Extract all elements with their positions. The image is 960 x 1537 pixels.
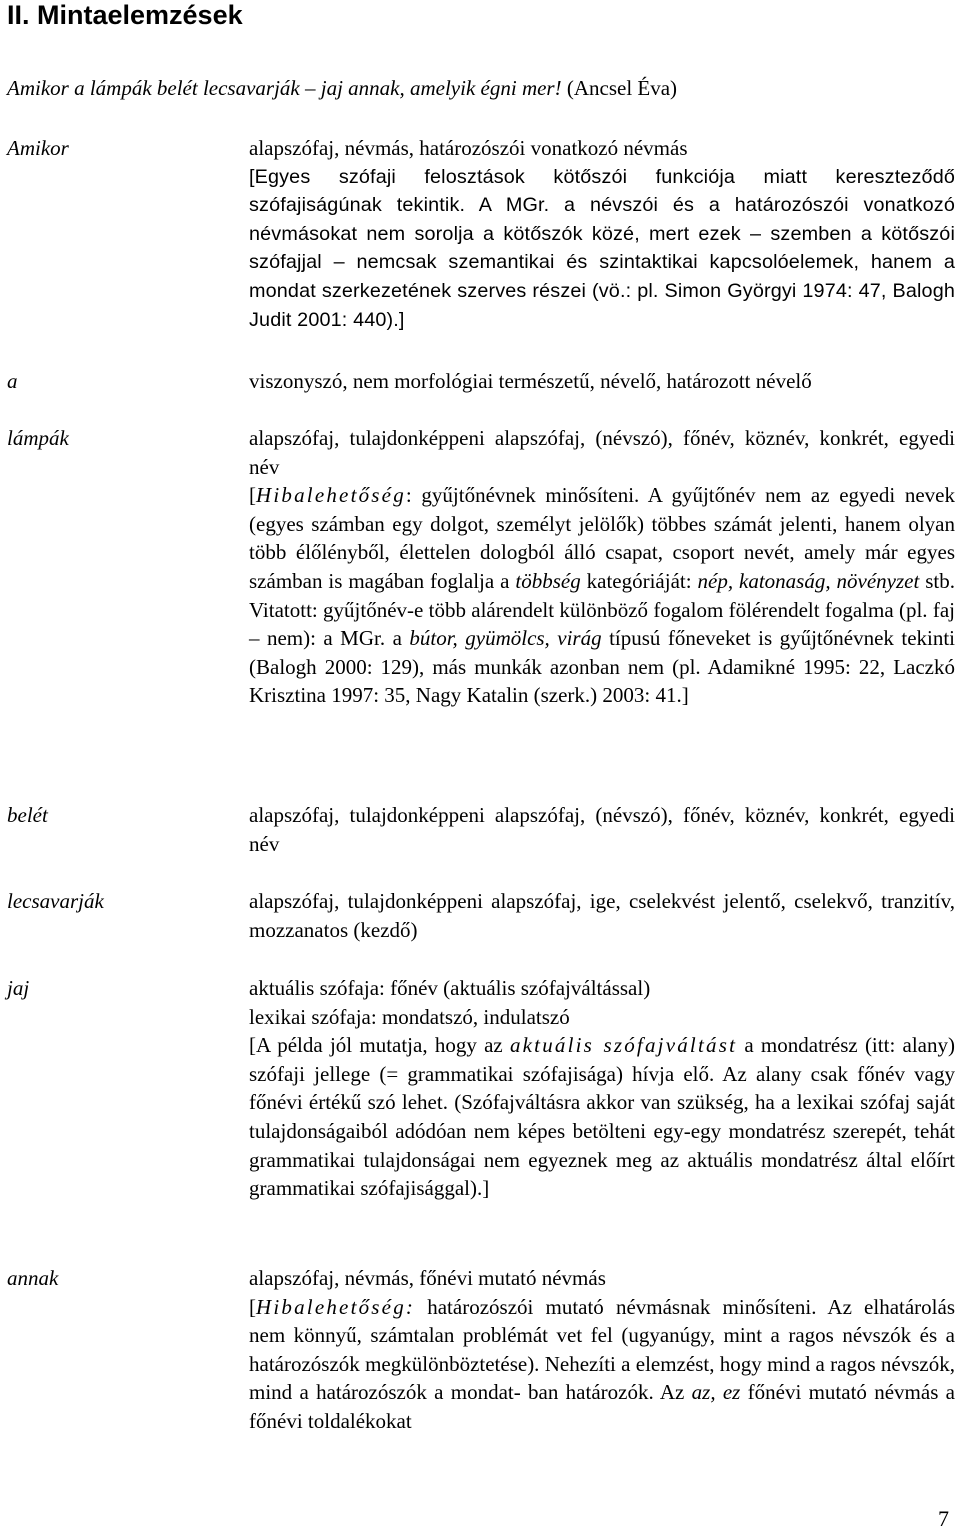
note-text: a mondatrész (itt: alany) szófaji jellege (= grammatikai szófajisága) hívja elő. Az alany csak főnév vagy főnévi értékű szó lehet. (Szófajváltásra akkor van szükség, ha a lexikai szófaj saját tulajdonságaiból adódóan nem képes betölteni egy-egy mondatrész szerepét, tehát grammatikai tulajdonságai nem egyeznek meg az aktuális mondatrész által előírt grammatikai szófajisággal).]	[249, 1033, 955, 1201]
entry-line: alapszófaj, tulajdonképpeni alapszófaj, (névszó), főnév, köznév, konkrét, egyedi név	[249, 426, 955, 479]
entry-note	[249, 481, 955, 710]
entry-body-jaj	[249, 974, 955, 1203]
entry-body-belet	[249, 801, 955, 858]
note-text: főnévi mutató névmás a főnévi toldalékokat	[249, 1380, 955, 1433]
bracket: [	[249, 1294, 256, 1319]
entry-word-lampak: lámpák	[7, 426, 69, 450]
motto-source: (Ancsel Éva)	[561, 76, 678, 100]
note-text: [A példa jól mutatja, hogy az	[249, 1033, 510, 1058]
entry-note	[249, 1031, 955, 1203]
entry-line: aktuális szófaja: főnév (aktuális szófajváltással)	[249, 976, 651, 1000]
term-aktualis-szofajvaltas: aktuális szófajváltást	[509, 1033, 738, 1058]
entry-word-annak: annak	[7, 1266, 59, 1290]
entry-word-a: a	[7, 369, 18, 393]
page-number: 7	[938, 1506, 949, 1531]
entry-word-belet: belét	[7, 803, 48, 827]
note-text: stb. Vitatott: gyűjtőnév-e több alárendelt különböző fogalom fölérendelt fogalma (pl. faj – nem): a MGr. a	[249, 568, 955, 651]
entry-word-jaj: jaj	[7, 976, 30, 1000]
entry-line: alapszófaj, tulajdonképpeni alapszófaj, ige, cselekvést jelentő, cselekvő, tranzitív, mozzanatos (kezdő)	[249, 889, 955, 942]
entry-line: lexikai szófaja: mondatszó, indulatszó	[249, 1004, 570, 1029]
note-text: : gyűjtőnévnek minősíteni. A gyűjtőnév nem az egyedi nevek (egyes számban egy dolgot, személyt jelölők) többes számát jelenti, hanem olyan több élőlényből, élettelen dologból álló csapat, csoport nevét, amely már egyes számban is magában foglalja a	[249, 483, 955, 593]
term-hibalehetoseg: Hibalehetőség	[256, 483, 406, 508]
entry-line: alapszófaj, tulajdonképpeni alapszófaj, (névszó), főnév, köznév, konkrét, egyedi név	[249, 803, 955, 856]
motto-quote: Amikor a lámpák belét lecsavarják – jaj annak, amelyik égni mer!	[7, 76, 562, 100]
entry-body-annak	[249, 1264, 955, 1436]
term-hibalehetoseg: Hibalehetőség:	[256, 1294, 416, 1319]
note-text: kategóriáját:	[580, 568, 698, 593]
entry-note: [Egyes szófaji felosztások kötőszói funkciója miatt kereszteződő szófajiságúnak tekintik. A MGr. a névszói és a határozószói vonatkozó névmásokat nem sorolja a kötőszók közé, mert ezek – szemben a kötőszói szófajjal – nemcsak szemantikai és szintaktikai kapcsolóelemek, hanem a mondat szerkezetének szerves részei (vö.: pl. Simon Györgyi 1974: 47, Balogh Judit 2001: 440).]	[249, 165, 955, 331]
entry-word-lecsavarjak: lecsavarják	[7, 889, 104, 913]
entry-word-amikor: Amikor	[7, 136, 69, 160]
entry-body-lampak	[249, 424, 955, 710]
italic-examples: nép, katonaság, növényzet	[697, 568, 920, 593]
entry-body-amikor	[249, 134, 955, 334]
note-text: típusú főneveket is gyűjtőnévnek tekinti (Balogh 2000: 129), más munkák azonban nem (pl. Adamikné 1995: 22, Laczkó Krisztina 1997: 35, Nagy Katalin (szerk.) 2003: 41.]	[249, 626, 956, 708]
page-heading: II. Mintaelemzések	[7, 0, 243, 30]
entry-body-lecsavarjak	[249, 887, 955, 944]
motto	[7, 74, 677, 102]
entry-line: alapszófaj, névmás, főnévi mutató névmás	[249, 1266, 606, 1290]
entry-body-a	[249, 367, 955, 396]
italic-examples: bútor, gyümölcs, virág	[409, 626, 602, 651]
italic-examples: az, ez	[691, 1380, 741, 1405]
note-text: határozószói mutató névmásnak minősíteni. Az elhatárolás nem könnyű, számtalan problémát vet fel (ugyanúgy, mint a ragos névszók és a határozószók megkülönböztetése). Nehezíti a elemzést, hogy mind a ragos névszók, mind a határozószók a mondat- ban határozók. Az	[249, 1294, 955, 1405]
entry-line: viszonyszó, nem morfológiai természetű, névelő, határozott névelő	[249, 369, 812, 393]
italic-word: többség	[515, 568, 581, 593]
entry-note	[249, 1293, 955, 1436]
entry-line: alapszófaj, névmás, határozószói vonatkozó névmás	[249, 136, 688, 160]
bracket: [	[249, 483, 256, 508]
